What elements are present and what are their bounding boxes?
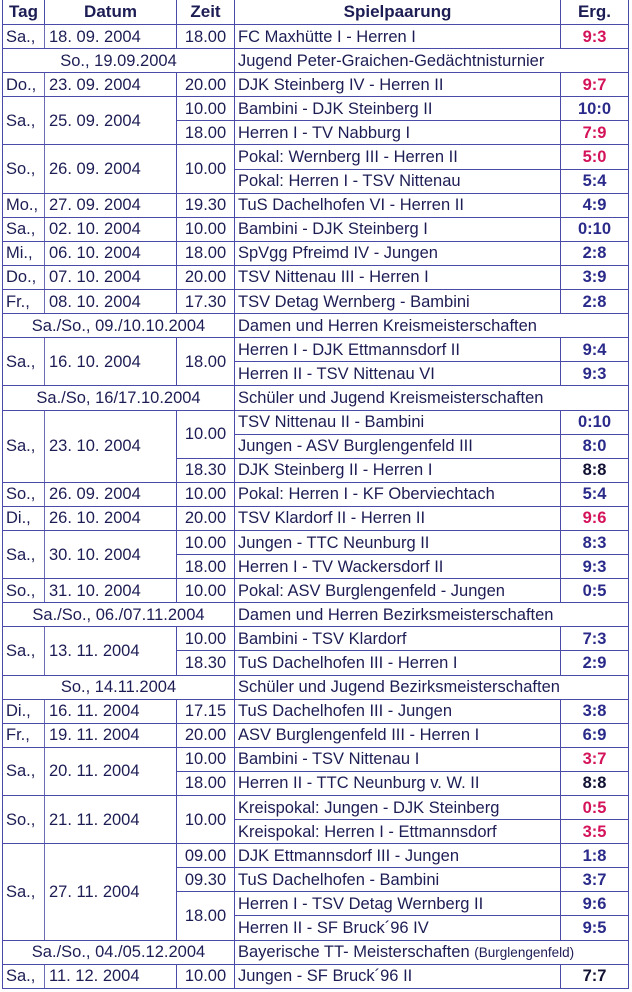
result-cell: 0:5: [561, 796, 629, 820]
event-title-text: Schüler und Jugend Kreismeisterschaften: [238, 388, 544, 407]
day-cell: Sa.,: [3, 338, 45, 386]
match-cell: ASV Burglengenfeld III - Herren I: [235, 723, 561, 747]
date-cell: 26. 09. 2004: [45, 482, 177, 506]
match-cell: Pokal: Wernberg III - Herren II: [235, 145, 561, 169]
match-cell: DJK Ettmannsdorf III - Jungen: [235, 844, 561, 868]
result-cell: 9:6: [561, 892, 629, 916]
day-cell: Mo.,: [3, 193, 45, 217]
result-cell: 6:9: [561, 723, 629, 747]
match-row: [3, 25, 629, 49]
result-cell: 3:7: [561, 868, 629, 892]
match-row: [3, 217, 629, 241]
match-cell: SpVgg Pfreimd IV - Jungen: [235, 241, 561, 265]
time-cell: 10.00: [177, 964, 235, 988]
event-row: [3, 603, 629, 627]
result-cell: 0:10: [561, 217, 629, 241]
event-date: So., 19.09.2004: [3, 49, 235, 73]
event-date: Sa./So., 09./10.10.2004: [3, 314, 235, 338]
time-cell: 18.30: [177, 458, 235, 482]
day-cell: Fr.,: [3, 290, 45, 314]
match-row: [3, 410, 629, 434]
event-row: [3, 314, 629, 338]
match-cell: Herren I - DJK Ettmannsdorf II: [235, 338, 561, 362]
date-cell: 23. 10. 2004: [45, 410, 177, 482]
time-cell: 20.00: [177, 506, 235, 530]
day-cell: Do.,: [3, 265, 45, 289]
result-cell: 9:4: [561, 338, 629, 362]
result-cell: 5:0: [561, 145, 629, 169]
date-cell: 25. 09. 2004: [45, 97, 177, 145]
date-cell: 31. 10. 2004: [45, 579, 177, 603]
date-cell: 23. 09. 2004: [45, 73, 177, 97]
date-cell: 06. 10. 2004: [45, 241, 177, 265]
time-cell: 10.00: [177, 530, 235, 554]
match-row: [3, 747, 629, 771]
event-date: Sa./So., 04./05.12.2004: [3, 940, 235, 964]
day-cell: So.,: [3, 145, 45, 193]
time-cell: 17.30: [177, 290, 235, 314]
date-cell: 27. 11. 2004: [45, 844, 177, 940]
day-cell: Sa.,: [3, 530, 45, 578]
match-row: [3, 290, 629, 314]
match-row: [3, 193, 629, 217]
match-cell: Bambini - DJK Steinberg II: [235, 97, 561, 121]
match-cell: Herren II - SF Bruck´96 IV: [235, 916, 561, 940]
event-date: Sa./So., 06./07.11.2004: [3, 603, 235, 627]
result-cell: 9:7: [561, 73, 629, 97]
match-row: [3, 796, 629, 820]
date-cell: 08. 10. 2004: [45, 290, 177, 314]
day-cell: Sa.,: [3, 25, 45, 49]
time-cell: 09.00: [177, 844, 235, 868]
result-cell: 2:9: [561, 651, 629, 675]
event-title: [235, 675, 629, 699]
result-cell: 4:9: [561, 193, 629, 217]
match-cell: Herren I - TV Wackersdorf II: [235, 555, 561, 579]
result-cell: 9:3: [561, 25, 629, 49]
header-datum: Datum: [45, 0, 177, 25]
result-cell: 9:5: [561, 916, 629, 940]
day-cell: Sa.,: [3, 627, 45, 675]
event-title: [235, 940, 629, 964]
day-cell: Di.,: [3, 699, 45, 723]
match-row: [3, 97, 629, 121]
time-cell: 10.00: [177, 627, 235, 651]
result-cell: 10:0: [561, 97, 629, 121]
time-cell: 17.15: [177, 699, 235, 723]
result-cell: 0:5: [561, 579, 629, 603]
match-cell: Bambini - TSV Klardorf: [235, 627, 561, 651]
match-cell: Pokal: Herren I - KF Oberviechtach: [235, 482, 561, 506]
time-cell: 18.00: [177, 892, 235, 940]
match-cell: Herren I - TSV Detag Wernberg II: [235, 892, 561, 916]
match-cell: TSV Detag Wernberg - Bambini: [235, 290, 561, 314]
result-cell: 9:3: [561, 555, 629, 579]
match-row: [3, 530, 629, 554]
match-cell: TuS Dachelhofen III - Jungen: [235, 699, 561, 723]
match-cell: Bambini - TSV Nittenau I: [235, 747, 561, 771]
match-cell: Kreispokal: Jungen - DJK Steinberg: [235, 796, 561, 820]
time-cell: 19.30: [177, 193, 235, 217]
event-title: [235, 314, 629, 338]
time-cell: 20.00: [177, 723, 235, 747]
day-cell: Mi.,: [3, 241, 45, 265]
match-cell: TSV Nittenau II - Bambini: [235, 410, 561, 434]
match-cell: TSV Nittenau III - Herren I: [235, 265, 561, 289]
date-cell: 26. 10. 2004: [45, 506, 177, 530]
event-note: (Burglengenfeld): [474, 944, 575, 960]
result-cell: 0:10: [561, 410, 629, 434]
result-cell: 7:7: [561, 964, 629, 988]
match-cell: Jungen - SF Bruck´96 II: [235, 964, 561, 988]
time-cell: 18.00: [177, 121, 235, 145]
match-row: [3, 265, 629, 289]
date-cell: 21. 11. 2004: [45, 796, 177, 844]
day-cell: Sa.,: [3, 97, 45, 145]
day-cell: Sa.,: [3, 844, 45, 940]
schedule-body: [3, 25, 629, 989]
date-cell: 16. 10. 2004: [45, 338, 177, 386]
match-cell: TuS Dachelhofen - Bambini: [235, 868, 561, 892]
match-cell: TuS Dachelhofen III - Herren I: [235, 651, 561, 675]
result-cell: 8:0: [561, 434, 629, 458]
match-row: [3, 844, 629, 868]
time-cell: 18.00: [177, 241, 235, 265]
event-title-text: Damen und Herren Bezirksmeisterschaften: [238, 605, 554, 624]
time-cell: 10.00: [177, 97, 235, 121]
schedule-table: [2, 0, 629, 989]
time-cell: 18.00: [177, 25, 235, 49]
header-ergebnis: Erg.: [561, 0, 629, 25]
day-cell: Sa.,: [3, 217, 45, 241]
event-row: [3, 386, 629, 410]
day-cell: Di.,: [3, 506, 45, 530]
time-cell: 18.00: [177, 555, 235, 579]
day-cell: Do.,: [3, 73, 45, 97]
date-cell: 11. 12. 2004: [45, 964, 177, 988]
result-cell: 5:4: [561, 482, 629, 506]
time-cell: 10.00: [177, 747, 235, 771]
match-row: [3, 723, 629, 747]
match-row: [3, 145, 629, 169]
match-cell: Herren II - TSV Nittenau VI: [235, 362, 561, 386]
event-title: [235, 603, 629, 627]
date-cell: 26. 09. 2004: [45, 145, 177, 193]
date-cell: 16. 11. 2004: [45, 699, 177, 723]
date-cell: 19. 11. 2004: [45, 723, 177, 747]
day-cell: Fr.,: [3, 723, 45, 747]
day-cell: Sa.,: [3, 964, 45, 988]
match-cell: Herren I - TV Nabburg I: [235, 121, 561, 145]
result-cell: 8:8: [561, 458, 629, 482]
time-cell: 10.00: [177, 145, 235, 193]
event-date: So., 14.11.2004: [3, 675, 235, 699]
event-title-text: Jugend Peter-Graichen-Gedächtnisturnier: [238, 51, 545, 70]
day-cell: So.,: [3, 482, 45, 506]
match-cell: TuS Dachelhofen VI - Herren II: [235, 193, 561, 217]
match-row: [3, 482, 629, 506]
match-cell: Pokal: ASV Burglengenfeld - Jungen: [235, 579, 561, 603]
day-cell: Sa.,: [3, 410, 45, 482]
event-row: [3, 940, 629, 964]
match-row: [3, 506, 629, 530]
header-tag: Tag: [3, 0, 45, 25]
time-cell: 09.30: [177, 868, 235, 892]
result-cell: 9:6: [561, 506, 629, 530]
time-cell: 20.00: [177, 73, 235, 97]
date-cell: 02. 10. 2004: [45, 217, 177, 241]
match-cell: Herren II - TTC Neunburg v. W. II: [235, 771, 561, 795]
time-cell: 20.00: [177, 265, 235, 289]
time-cell: 10.00: [177, 579, 235, 603]
result-cell: 9:3: [561, 362, 629, 386]
event-row: [3, 675, 629, 699]
day-cell: So.,: [3, 579, 45, 603]
match-row: [3, 579, 629, 603]
event-title-text: Damen und Herren Kreismeisterschaften: [238, 316, 537, 335]
time-cell: 18.00: [177, 771, 235, 795]
match-row: [3, 338, 629, 362]
match-cell: TSV Klardorf II - Herren II: [235, 506, 561, 530]
match-cell: Bambini - DJK Steinberg I: [235, 217, 561, 241]
day-cell: So.,: [3, 796, 45, 844]
result-cell: 5:4: [561, 169, 629, 193]
match-cell: DJK Steinberg IV - Herren II: [235, 73, 561, 97]
time-cell: 18.30: [177, 651, 235, 675]
result-cell: 7:9: [561, 121, 629, 145]
result-cell: 7:3: [561, 627, 629, 651]
event-title: [235, 386, 629, 410]
match-cell: Kreispokal: Herren I - Ettmannsdorf: [235, 820, 561, 844]
result-cell: 3:5: [561, 820, 629, 844]
match-cell: DJK Steinberg II - Herren I: [235, 458, 561, 482]
day-cell: Sa.,: [3, 747, 45, 795]
date-cell: 13. 11. 2004: [45, 627, 177, 675]
match-row: [3, 964, 629, 988]
time-cell: 10.00: [177, 410, 235, 458]
date-cell: 30. 10. 2004: [45, 530, 177, 578]
time-cell: 10.00: [177, 217, 235, 241]
match-cell: Jungen - ASV Burglengenfeld III: [235, 434, 561, 458]
match-row: [3, 627, 629, 651]
result-cell: 2:8: [561, 290, 629, 314]
match-row: [3, 241, 629, 265]
result-cell: 8:3: [561, 530, 629, 554]
event-title: [235, 49, 629, 73]
date-cell: 20. 11. 2004: [45, 747, 177, 795]
event-row: [3, 49, 629, 73]
result-cell: 2:8: [561, 241, 629, 265]
match-cell: Jungen - TTC Neunburg II: [235, 530, 561, 554]
time-cell: 18.00: [177, 338, 235, 386]
time-cell: 10.00: [177, 482, 235, 506]
result-cell: 1:8: [561, 844, 629, 868]
date-cell: 18. 09. 2004: [45, 25, 177, 49]
event-title-text: Bayerische TT- Meisterschaften: [238, 942, 470, 961]
match-cell: Pokal: Herren I - TSV Nittenau: [235, 169, 561, 193]
date-cell: 07. 10. 2004: [45, 265, 177, 289]
result-cell: 3:8: [561, 699, 629, 723]
date-cell: 27. 09. 2004: [45, 193, 177, 217]
result-cell: 3:9: [561, 265, 629, 289]
result-cell: 3:7: [561, 747, 629, 771]
header-row: [3, 0, 629, 25]
header-spielpaarung: Spielpaarung: [235, 0, 561, 25]
match-cell: FC Maxhütte I - Herren I: [235, 25, 561, 49]
header-zeit: Zeit: [177, 0, 235, 25]
event-date: Sa./So, 16/17.10.2004: [3, 386, 235, 410]
match-row: [3, 699, 629, 723]
result-cell: 8:8: [561, 771, 629, 795]
event-title-text: Schüler und Jugend Bezirksmeisterschaften: [238, 678, 560, 697]
match-row: [3, 73, 629, 97]
time-cell: 10.00: [177, 796, 235, 844]
